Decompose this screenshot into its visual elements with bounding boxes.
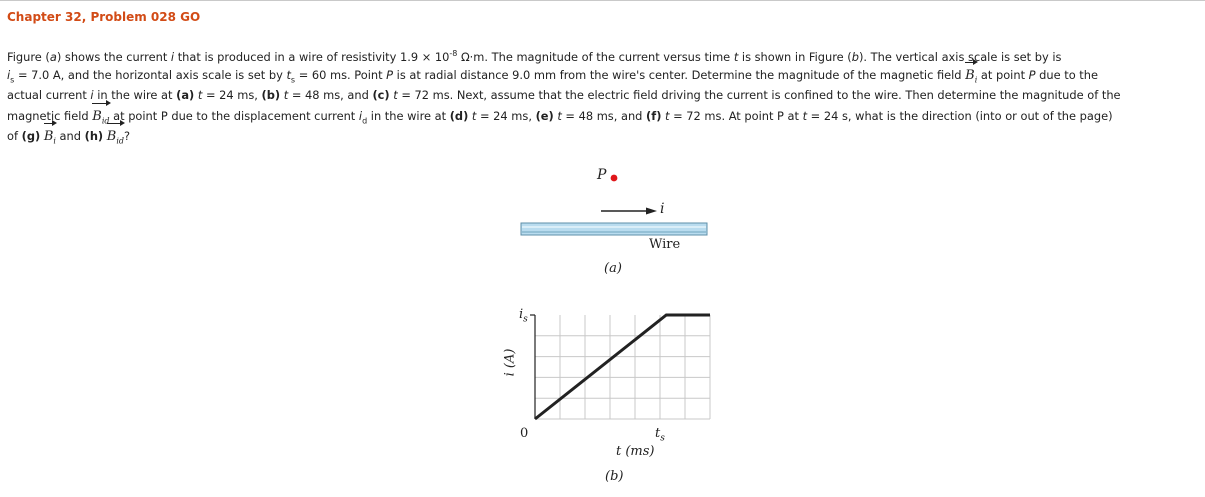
origin-label: 0 [520,426,529,441]
figure-a-caption: (a) [604,261,622,276]
x-axis-label: t (ms) [616,444,655,459]
current-i-label: i [660,201,665,217]
x-tick-ts: $t_s$ [655,426,665,444]
vector-b-id: $B_{id}$ [92,107,109,132]
page-title: Chapter 32, Problem 028 GO [7,10,201,24]
problem-line-3: actual current i in the wire at (a) t = 24 ms, (b) t = 48 ms, and (c) t = 72 ms. Next, assume that the electric field driving the current is confined to the wire. Then determine the magnitude of the [7,88,1121,103]
y-tick-is: $i_s$ [519,307,528,325]
figure-b-caption: (b) [605,469,624,484]
problem-line-5: of (g) $B_i$ and (h) $B_{id}$? [7,126,1203,147]
vector-b-i-2: $B_i$ [44,127,56,152]
vector-b-i: $B_i$ [965,66,977,91]
current-series-line [535,315,710,419]
y-axis-label: i (A) [502,348,518,377]
wire-label: Wire [649,237,681,252]
problem-line-1: Figure (a) shows the current i that is produced in a wire of resistivity $1.9 \times 10^{-8}$ Ω·m. The magnitude of the current versus time t is shown in Figure (b). The vertical axis scale is set by is [7,49,1062,64]
point-p-label: P [597,167,607,183]
vector-b-id-2: $B_{id}$ [107,127,124,152]
problem-line-2: $i_s = 7.0$ A, and the horizontal axis scale is set by $t_s = 60$ ms. Point P is at radial distance 9.0 mm from the wire's center. Determine the magnitude of the magnetic field $B_i$ at point P due to the [7,65,1203,86]
problem-line-4: magnetic field $B_{id}$ at point P due to the displacement current $i_d$ in the wire at (d) t = 24 ms, (e) t = 48 ms, and (f) t = 72 ms. At point P at t = 24 s, what is the direction (into or out of the page) [7,106,1203,127]
